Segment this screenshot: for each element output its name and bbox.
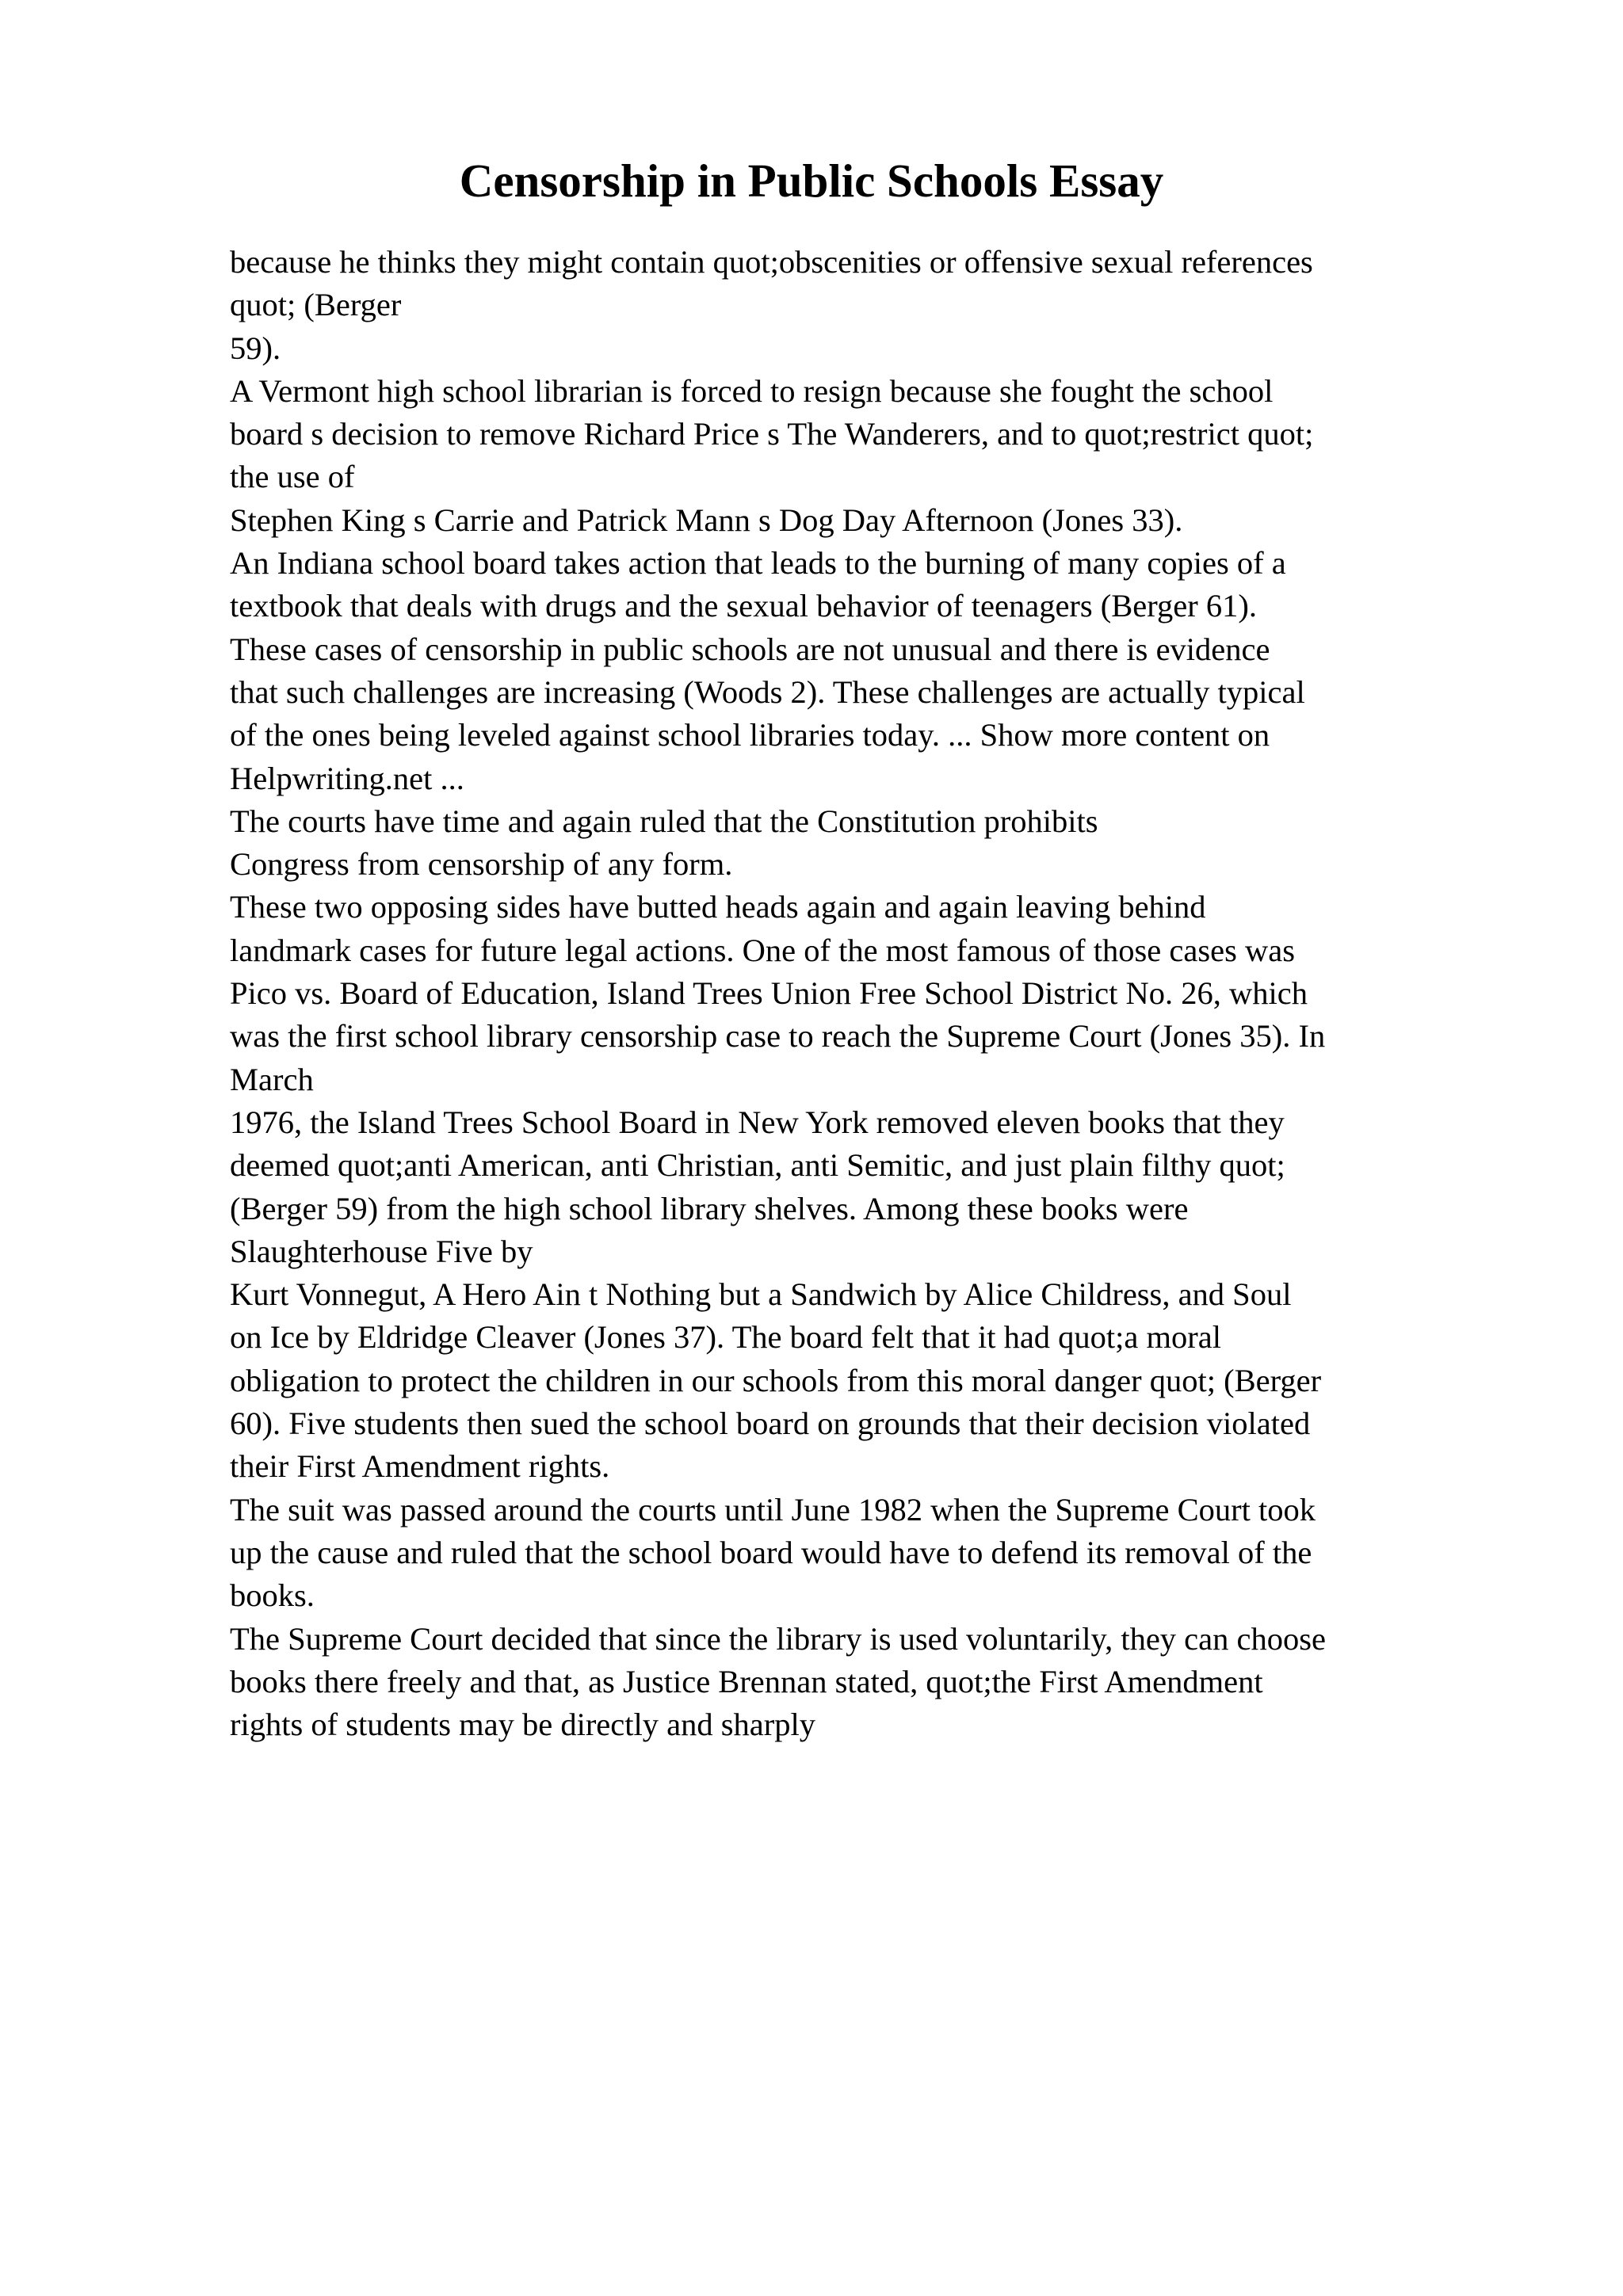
text-line: textbook that deals with drugs and the sexual behavior of teenagers (Berger 61). — [230, 588, 1257, 624]
essay-body — [230, 241, 1514, 1746]
text-line: An Indiana school board takes action that leads to the burning of many copies of a — [230, 545, 1286, 582]
text-line: deemed quot;anti American, anti Christian, anti Semitic, and just plain filthy quot; — [230, 1147, 1285, 1184]
text-line: Pico vs. Board of Education, Island Trees Union Free School District No. 26, which — [230, 975, 1308, 1012]
text-line: A Vermont high school librarian is forced to resign because she fought the school — [230, 372, 1274, 409]
text-line: because he thinks they might contain quot;obscenities or offensive sexual references — [230, 244, 1313, 280]
text-line: that such challenges are increasing (Woods 2). These challenges are actually typical — [230, 673, 1305, 710]
text-line: Helpwriting.net ... — [230, 760, 464, 796]
text-line: their First Amendment rights. — [230, 1448, 610, 1485]
text-line: up the cause and ruled that the school board would have to defend its removal of the — [230, 1534, 1312, 1570]
text-line: quot; (Berger — [230, 287, 402, 323]
text-line: These two opposing sides have butted heads again and again leaving behind — [230, 889, 1206, 925]
text-line: was the first school library censorship case to reach the Supreme Court (Jones 35). In — [230, 1018, 1326, 1055]
text-line: Slaughterhouse Five by — [230, 1233, 533, 1269]
text-line: 59). — [230, 330, 281, 366]
text-line: on Ice by Eldridge Cleaver (Jones 37). The board felt that it had quot;a moral — [230, 1319, 1221, 1356]
text-line: The suit was passed around the courts until June 1982 when the Supreme Court took — [230, 1491, 1316, 1527]
text-line: The courts have time and again ruled that the Constitution prohibits — [230, 803, 1098, 839]
text-line: 60). Five students then sued the school board on grounds that their decision violated — [230, 1405, 1311, 1442]
text-line: Stephen King s Carrie and Patrick Mann s Dog Day Afternoon (Jones 33). — [230, 502, 1183, 538]
text-line: rights of students may be directly and sharply — [230, 1707, 815, 1743]
text-line: books. — [230, 1577, 315, 1614]
text-line: These cases of censorship in public schools are not unusual and there is evidence — [230, 631, 1270, 667]
text-line: Congress from censorship of any form. — [230, 846, 733, 883]
text-line: the use of — [230, 459, 355, 495]
text-line: of the ones being leveled against school libraries today. ... Show more content on — [230, 717, 1270, 753]
text-line: Kurt Vonnegut, A Hero Ain t Nothing but a Sandwich by Alice Childress, and Soul — [230, 1276, 1292, 1313]
text-line: obligation to protect the children in our schools from this moral danger quot; (Berger — [230, 1362, 1322, 1398]
text-line: landmark cases for future legal actions. One of the most famous of those cases was — [230, 932, 1295, 968]
page-title: Censorship in Public Schools Essay — [459, 154, 1164, 207]
text-line: books there freely and that, as Justice Brennan stated, quot;the First Amendment — [230, 1663, 1263, 1699]
text-line: The Supreme Court decided that since the library is used voluntarily, they can choose — [230, 1620, 1326, 1657]
text-line: March — [230, 1061, 314, 1097]
text-line: board s decision to remove Richard Price s The Wanderers, and to quot;restrict quot; — [230, 416, 1314, 452]
text-line: 1976, the Island Trees School Board in New York removed eleven books that they — [230, 1104, 1285, 1140]
text-line: (Berger 59) from the high school library shelves. Among these books were — [230, 1190, 1189, 1226]
